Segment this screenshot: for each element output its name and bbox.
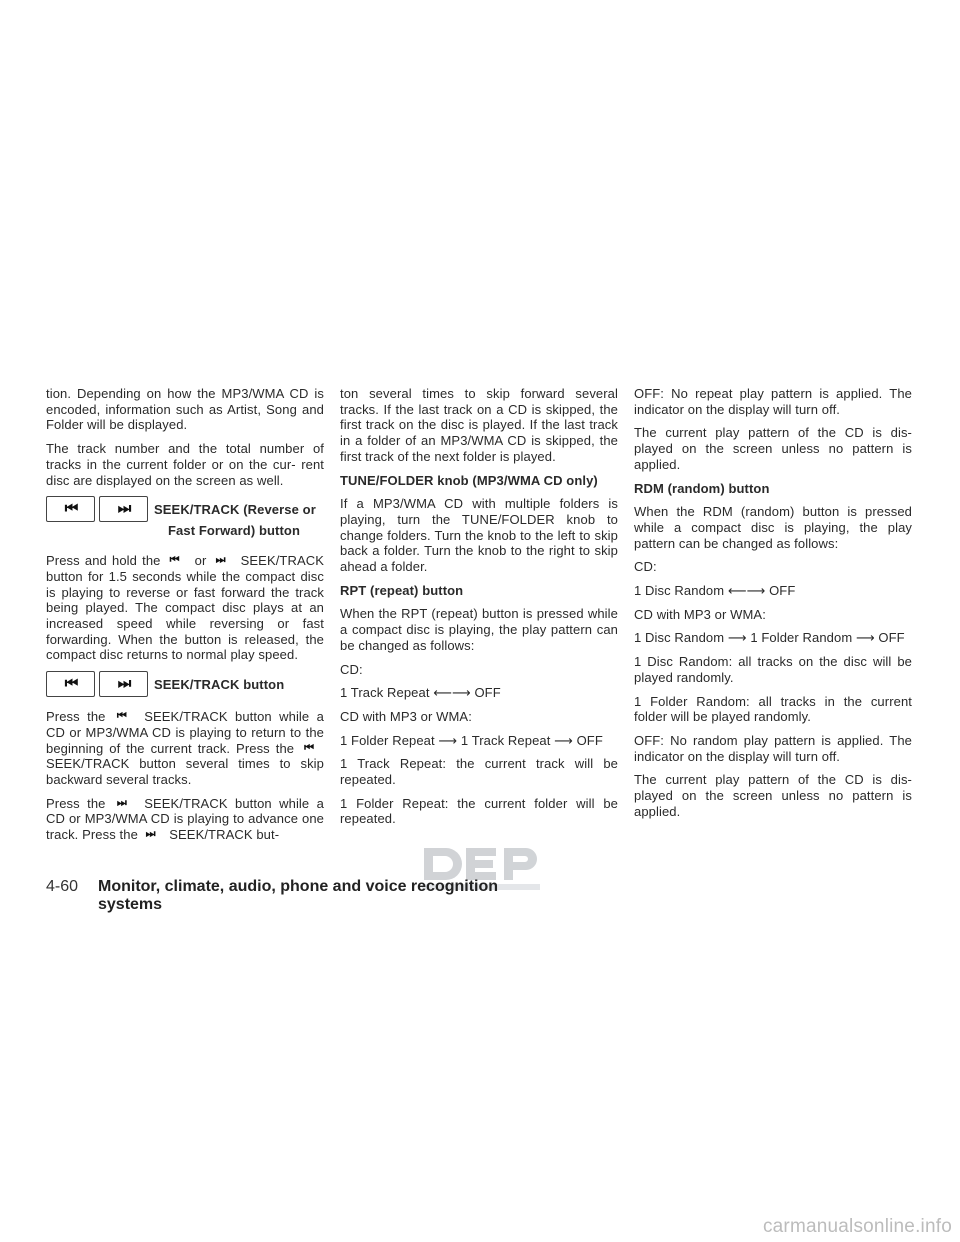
page-footer [46, 878, 566, 913]
paragraph: 1 Track Repeat: the current track will be repeated. [340, 756, 618, 788]
seek-forward-icon: ⏭ [99, 671, 148, 697]
section-title: Monitor, climate, audio, phone and voice recognition systems [98, 878, 499, 913]
button-heading-line1: SEEK/TRACK (Reverse or [154, 502, 316, 518]
paragraph: 1 Disc Random ⟵⟶ OFF [634, 583, 796, 599]
button-heading: SEEK/TRACK button [154, 677, 285, 693]
button-icon-pair [46, 496, 152, 522]
section-heading: RDM (random) button [634, 480, 770, 496]
paragraph: OFF: No random play pattern is applied. The indicator on the display will turn off. [634, 732, 912, 764]
seek-reverse-icon: ⏮ [116, 710, 125, 723]
section-heading: TUNE/FOLDER knob (MP3/WMA CD only) [340, 472, 598, 488]
paragraph: OFF: No repeat play pattern is applied. The indicator on the display will turn off. [634, 386, 912, 417]
paragraph: If a MP3/WMA CD with multiple folders is playing, turn the TUNE/FOLDER knob to change folders. Turn the knob to the left to skip back a folder. Turn the knob to the right to skip ahead a folder. [340, 496, 618, 575]
paragraph: ton several times to skip forward several tracks. If the last track on a CD is skipped, the first track on the disc is played. If the last track in a folder of an MP3/WMA CD is skipped, the first track of the next folder is played. [340, 386, 618, 464]
text-run: SEEK/TRACK button several times to skip backward several tracks. [46, 756, 324, 787]
page-number: 4-60 [46, 878, 79, 895]
seek-reverse-icon: ⏮ [169, 554, 178, 567]
text-column-3 [634, 386, 912, 827]
seek-reverse-icon: ⏮ [304, 741, 312, 754]
paragraph: CD: [340, 661, 363, 677]
text-run: SEEK/TRACK button while a CD or MP3/WMA CD is playing to return to the beginning of the current track. Press the [46, 709, 324, 756]
text-run: Press the [46, 709, 106, 725]
paragraph: CD with MP3 or WMA: [340, 708, 472, 724]
text-run: SEEK/TRACK button for 1.5 seconds while the compact disc is playing to reverse or fast forward the track being played. The compact disc plays at an increased speed while reversing or fast forwarding. When the button is released, the compact disc returns to normal play speed. [46, 553, 324, 663]
text-run: Press the [46, 795, 106, 811]
paragraph: 1 Track Repeat ⟵⟶ OFF [340, 685, 501, 701]
paragraph: 1 Disc Random: all tracks on the disc will be played randomly. [634, 654, 912, 685]
section-heading: RPT (repeat) button [340, 582, 464, 598]
text-column-2 [340, 386, 618, 835]
seek-forward-icon: ⏭ [116, 796, 125, 809]
paragraph [46, 553, 324, 663]
text-run: SEEK/TRACK button while a CD or MP3/WMA CD is playing to advance one track. Press the [46, 795, 324, 843]
button-icon-pair [46, 671, 152, 697]
seek-reverse-icon: ⏮ [46, 671, 95, 697]
paragraph: tion. Depending on how the MP3/WMA CD is encoded, information such as Artist, Song and Folder will be displayed. [46, 386, 324, 433]
paragraph: 1 Disc Random ⟶ 1 Folder Random ⟶ OFF [634, 630, 905, 646]
button-heading [154, 499, 316, 541]
text-column-1 [46, 386, 324, 851]
seek-forward-icon: ⏭ [99, 496, 148, 522]
text-run: Press and hold the [46, 553, 161, 569]
paragraph: When the RPT (repeat) button is pressed while a compact disc is playing, the play pattern can be changed as follows: [340, 606, 618, 653]
paragraph: The current play pattern of the CD is dis- played on the screen unless no pattern is applied. [634, 425, 912, 472]
paragraph: When the RDM (random) button is pressed while a compact disc is playing, the play pattern can be changed as follows: [634, 504, 912, 551]
text-run: or [194, 553, 207, 569]
text-run: SEEK/TRACK but- [169, 827, 280, 843]
paragraph [46, 796, 324, 843]
paragraph: The current play pattern of the CD is dis- played on the screen unless no pattern is applied. [634, 772, 912, 819]
paragraph: 1 Folder Random: all tracks in the current folder will be played randomly. [634, 693, 912, 725]
paragraph: 1 Folder Repeat: the current folder will be repeated. [340, 795, 618, 827]
seek-reverse-icon: ⏮ [46, 496, 95, 522]
seek-forward-icon: ⏭ [215, 554, 224, 567]
paragraph: 1 Folder Repeat ⟶ 1 Track Repeat ⟶ OFF [340, 732, 603, 748]
seek-track-button-figure [46, 671, 324, 697]
paragraph: CD with MP3 or WMA: [634, 606, 766, 622]
site-watermark: carmanualsonline.info [762, 1216, 952, 1237]
seek-track-button-figure [46, 496, 324, 541]
seek-forward-icon: ⏭ [145, 828, 154, 841]
paragraph: The track number and the total number of tracks in the current folder or on the cur- rent disc are displayed on the screen as well. [46, 441, 324, 488]
paragraph: CD: [634, 559, 657, 575]
paragraph [46, 709, 324, 788]
button-heading-line2: Fast Forward) button [168, 523, 300, 539]
